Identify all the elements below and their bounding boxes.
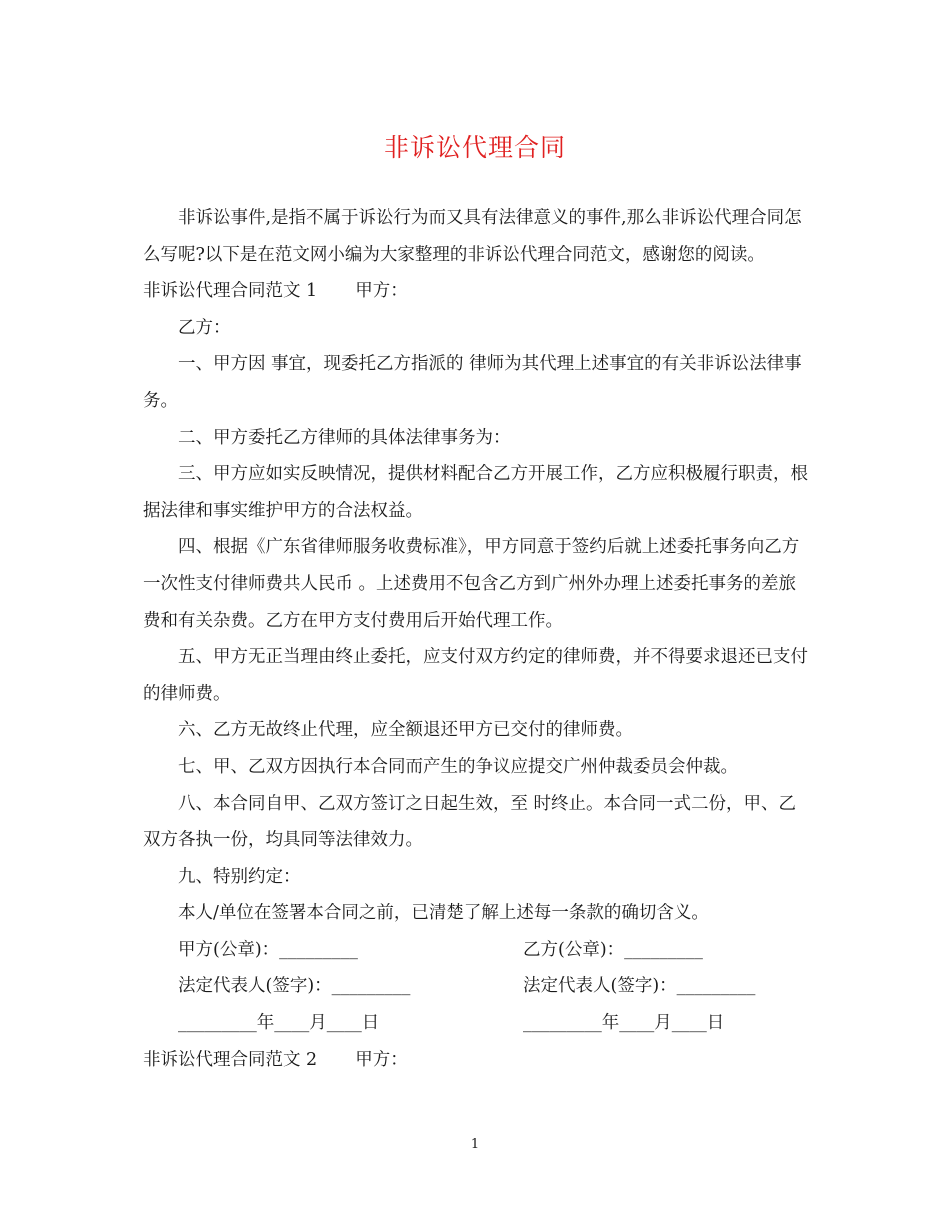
acknowledgement: 本人/单位在签署本合同之前，已清楚了解上述每一条款的确切含义。 (178, 903, 709, 924)
sample-1-heading: 非诉讼代理合同范文 1 (143, 281, 318, 302)
sample-1-heading-line (143, 273, 809, 310)
sample-1-party-a: 甲方： (355, 281, 408, 302)
page-number: 1 (470, 1137, 480, 1152)
clause-3: 三、甲方应如实反映情况，提供材料配合乙方开展工作，乙方应积极履行职责，根据法律和事实维护甲方的合法权益。 (143, 464, 808, 521)
clause-5: 五、甲方无正当理由终止委托，应支付双方约定的律师费，并不得要求退还已支付的律师费。 (143, 647, 808, 704)
party-b-seal-field: 乙方(公章)：_________ (523, 939, 703, 960)
party-b-line: 乙方： (178, 317, 231, 338)
party-a-date-field: _________年____月____日 (178, 1013, 380, 1034)
clause-2: 二、甲方委托乙方律师的具体法律事务为： (178, 427, 511, 448)
clause-4: 四、根据《广东省律师服务收费标准》，甲方同意于签约后就上述委托事务向乙方一次性支付律师费共人民币 。上述费用不包含乙方到广州外办理上述委托事务的差旅费和有关杂费。乙方在甲方支付费用后开始代理工作。 (143, 537, 800, 631)
intro-paragraph: 非诉讼事件,是指不属于诉讼行为而又具有法律意义的事件,那么非诉讼代理合同怎么写呢?以下是在范文网小编为大家整理的非诉讼代理合同范文，感谢您的阅读。 (143, 208, 802, 265)
clause-9: 九、特别约定： (178, 866, 301, 887)
party-b-date-field: _________年____月____日 (523, 1013, 725, 1034)
signature-date-row (143, 1005, 809, 1042)
party-a-rep-field: 法定代表人(签字)：_________ (178, 976, 411, 997)
signature-seal-row (143, 932, 809, 969)
clause-8: 八、本合同自甲、乙双方签订之日起生效，至 时终止。本合同一式二份，甲、乙双方各执一份，均具同等法律效力。 (143, 793, 797, 851)
clause-1: 一、甲方因 事宜，现委托乙方指派的 律师为其代理上述事宜的有关非诉讼法律事务。 (143, 354, 802, 411)
clause-6: 六、乙方无故终止代理，应全额退还甲方已交付的律师费。 (178, 720, 633, 741)
document-body (143, 200, 809, 1078)
document-title: 非诉讼代理合同 (383, 133, 566, 162)
sample-2-heading: 非诉讼代理合同范文 2 (143, 1049, 318, 1070)
sample-2-party-a: 甲方： (355, 1049, 408, 1070)
clause-7: 七、甲、乙双方因执行本合同而产生的争议应提交广州仲裁委员会仲裁。 (178, 756, 738, 777)
signature-rep-row (143, 968, 809, 1005)
party-a-seal-field: 甲方(公章)：_________ (178, 939, 358, 960)
party-b-rep-field: 法定代表人(签字)：_________ (523, 976, 756, 997)
sample-2-heading-line (143, 1042, 809, 1079)
